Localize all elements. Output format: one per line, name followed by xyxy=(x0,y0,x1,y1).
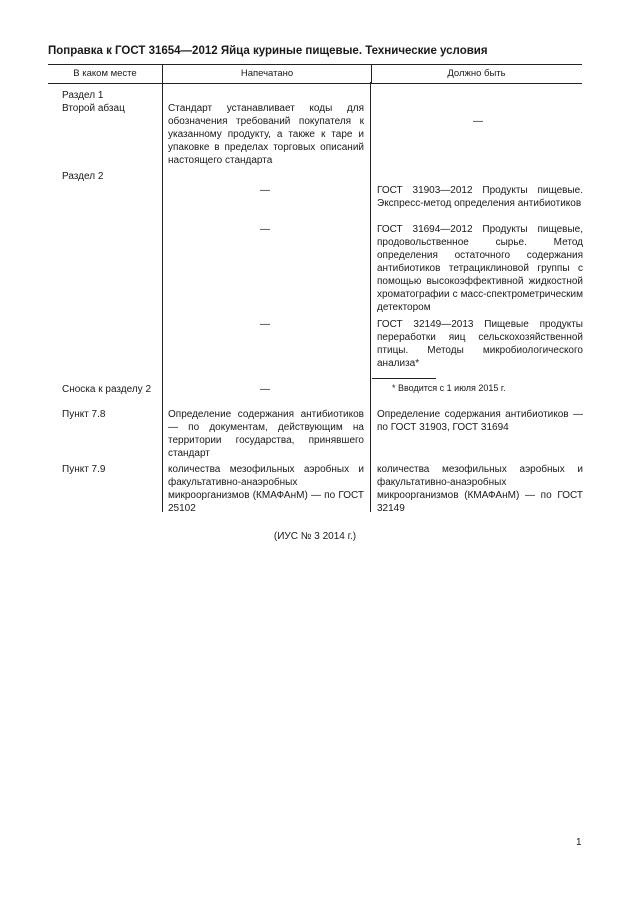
header-printed: Напечатано xyxy=(162,64,372,84)
row3-printed-dash: — xyxy=(260,384,270,395)
column-divider xyxy=(162,82,163,512)
row2-printed-dash-2: — xyxy=(260,224,270,235)
page-number: 1 xyxy=(576,837,582,848)
row3-footnote: * Вводится с 1 июля 2015 г. xyxy=(392,383,506,393)
header-should-be: Должно быть xyxy=(371,64,582,84)
row2-should-2: ГОСТ 31694—2012 Продукты пищевые, продовольственное сырье. Метод определения остаточного содержания антибиотиков тетрациклиновой группы с помощью высокоэффективной жидкостной хроматографии с масс-спектрометрическим детектором xyxy=(377,224,583,313)
header-place: В каком месте xyxy=(48,64,162,84)
row1-printed: Стандарт устанавливает коды для обозначения требований покупателя к указанному продукту, а также к таре и упаковке в пределах торговых описаний настоящего стандарта xyxy=(168,103,364,166)
row1-place-section: Раздел 1 xyxy=(62,90,104,101)
row2-printed-dash-1: — xyxy=(260,185,270,196)
row5-should: количества мезофильных аэробных и факультативно-анаэробных микроорганизмов (КМАФАнМ) — по ГОСТ 32149 xyxy=(377,464,583,514)
row2-printed-dash-3: — xyxy=(260,319,270,330)
row4-printed: Определение содержания антибиотиков — по документам, действующим на территории государства, принявшего стандарт xyxy=(168,409,364,459)
row1-place-paragraph: Второй абзац xyxy=(62,103,125,114)
column-divider xyxy=(370,82,371,512)
row2-should-1: ГОСТ 31903—2012 Продукты пищевые. Экспресс-метод определения антибиотиков xyxy=(377,185,583,209)
row5-printed: количества мезофильных аэробных и факультативно-анаэробных микроорганизмов (КМАФАнМ) — по ГОСТ 25102 xyxy=(168,464,364,514)
row4-should: Определение содержания антибиотиков — по ГОСТ 31903, ГОСТ 31694 xyxy=(377,409,583,433)
row5-place: Пункт 7.9 xyxy=(62,464,106,475)
row3-place: Сноска к разделу 2 xyxy=(62,384,152,395)
row2-should-3: ГОСТ 32149—2013 Пищевые продукты переработки яиц сельскохозяйственной птицы. Методы микробиологического анализа* xyxy=(377,319,583,369)
row4-place: Пункт 7.8 xyxy=(62,409,106,420)
row2-place: Раздел 2 xyxy=(62,171,104,182)
footnote-rule xyxy=(372,378,436,379)
row1-should-dash: — xyxy=(473,116,483,127)
document-title: Поправка к ГОСТ 31654—2012 Яйца куриные пищевые. Технические условия xyxy=(48,45,488,57)
ius-reference: (ИУС № 3 2014 г.) xyxy=(273,531,357,542)
